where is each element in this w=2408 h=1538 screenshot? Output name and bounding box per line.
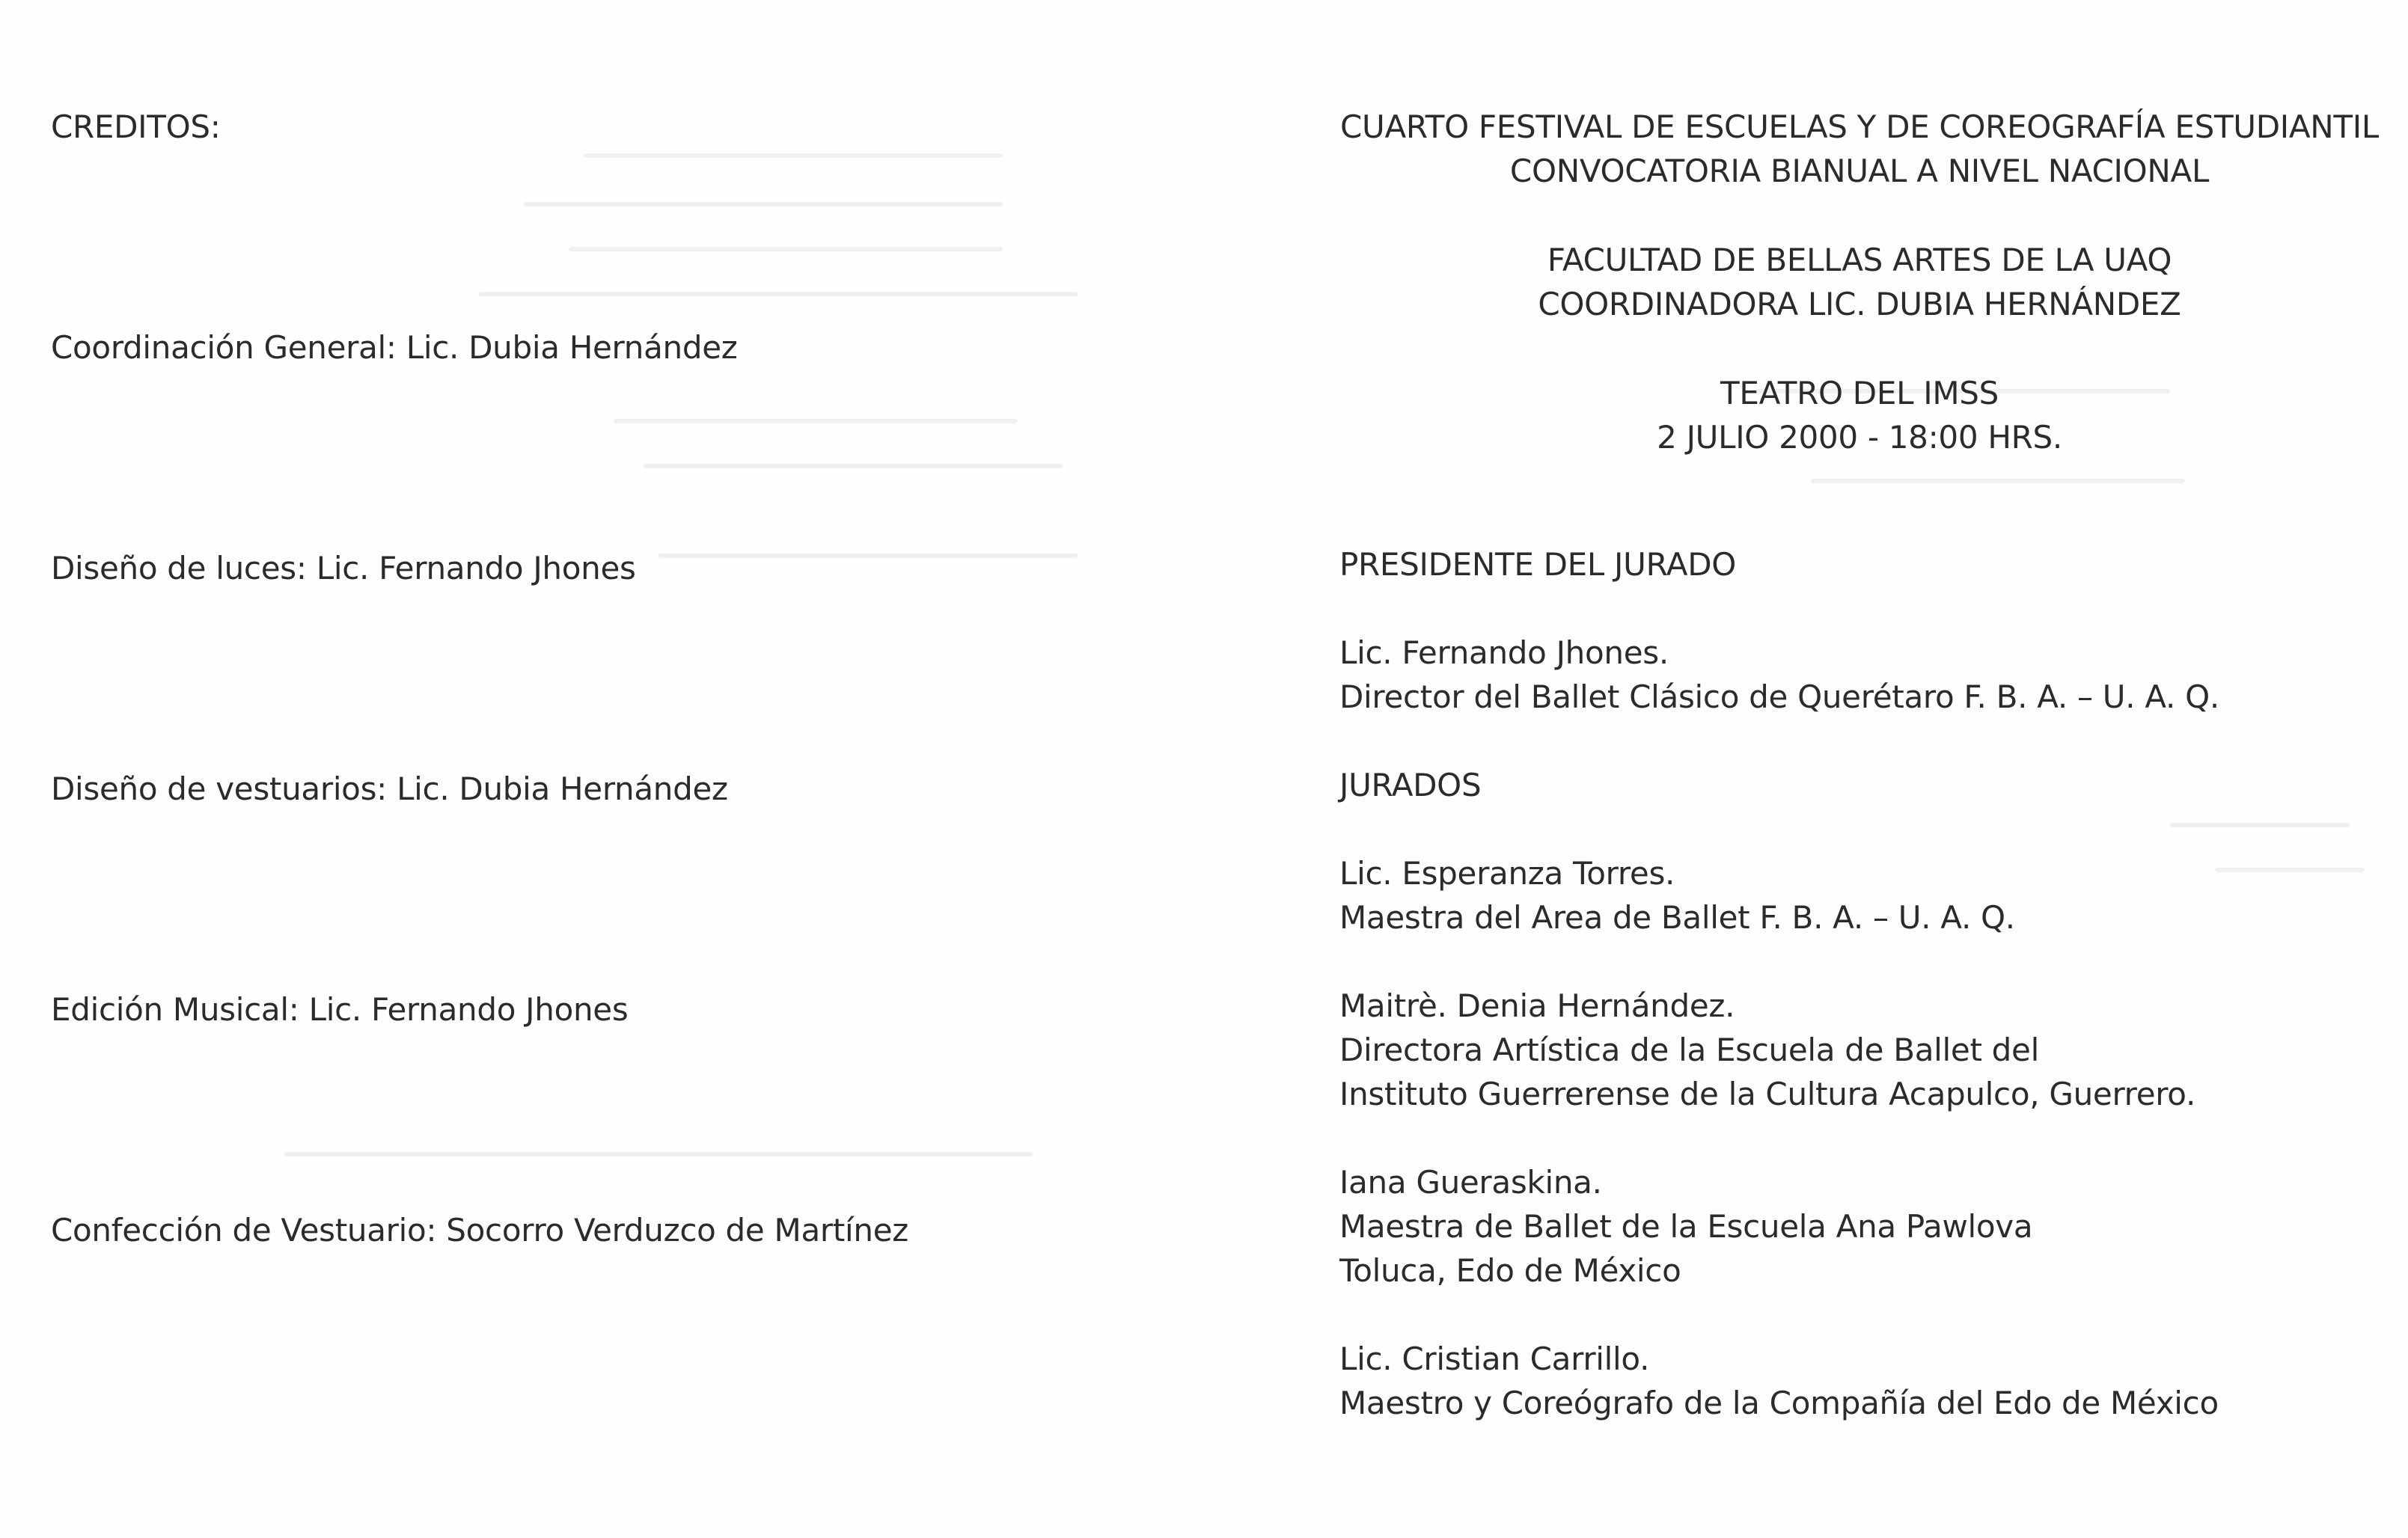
date-time-line: 2 JULIO 2000 - 18:00 HRS.	[1657, 419, 2062, 456]
juror-name: Lic. Esperanza Torres.	[1339, 855, 1675, 892]
juror-role: Maestro y Coreógrafo de la Compañía del Edo de México	[1339, 1385, 2219, 1421]
show-through-mark	[2170, 823, 2350, 827]
credit-edicion-musical: Edición Musical: Lic. Fernando Jhones	[51, 991, 629, 1028]
convocatoria-line: CONVOCATORIA BIANUAL A NIVEL NACIONAL	[1509, 153, 2210, 189]
show-through-mark	[479, 292, 1078, 296]
show-through-mark	[524, 202, 1003, 206]
juror-name: Maitrè. Denia Hernández.	[1339, 987, 1735, 1024]
credits-title: CREDITOS:	[51, 108, 221, 145]
jurados-heading: JURADOS	[1339, 767, 1482, 803]
venue-line: TEATRO DEL IMSS	[1720, 375, 1999, 411]
festival-title: CUARTO FESTIVAL DE ESCUELAS Y DE COREOGRAFÍA ESTUDIANTIL	[1340, 108, 2379, 145]
credit-diseno-luces: Diseño de luces: Lic. Fernando Jhones	[51, 550, 636, 586]
show-through-mark	[614, 419, 1018, 423]
juror-name: Iana Gueraskina.	[1339, 1164, 1602, 1201]
juror-name: Lic. Cristian Carrillo.	[1339, 1341, 1650, 1377]
credit-confeccion-vestuario: Confección de Vestuario: Socorro Verduzco de Martínez	[51, 1212, 908, 1249]
credit-coordinacion-general: Coordinación General: Lic. Dubia Hernández	[51, 329, 738, 366]
show-through-mark	[658, 554, 1078, 558]
show-through-mark	[584, 153, 1003, 158]
credit-diseno-vestuarios: Diseño de vestuarios: Lic. Dubia Hernández	[51, 770, 728, 807]
show-through-mark	[284, 1152, 1033, 1156]
show-through-mark	[644, 464, 1063, 468]
president-role: Director del Ballet Clásico de Querétaro F. B. A. – U. A. Q.	[1339, 678, 2219, 715]
show-through-mark	[2215, 868, 2365, 872]
juror-role: Maestra de Ballet de la Escuela Ana Pawlova	[1339, 1208, 2033, 1245]
president-name: Lic. Fernando Jhones.	[1339, 634, 1669, 671]
juror-role: Maestra del Area de Ballet F. B. A. – U. A. Q.	[1339, 899, 2015, 936]
president-heading: PRESIDENTE DEL JURADO	[1339, 546, 1737, 583]
juror-role: Directora Artística de la Escuela de Ballet del	[1339, 1032, 2039, 1068]
show-through-mark	[569, 247, 1003, 251]
juror-role-continued: Instituto Guerrerense de la Cultura Acapulco, Guerrero.	[1339, 1076, 2196, 1112]
show-through-mark	[1811, 479, 2185, 483]
coordinator-line: COORDINADORA LIC. DUBIA HERNÁNDEZ	[1538, 286, 2181, 322]
juror-role-continued: Toluca, Edo de México	[1339, 1252, 1681, 1289]
faculty-line: FACULTAD DE BELLAS ARTES DE LA UAQ	[1547, 242, 2172, 278]
